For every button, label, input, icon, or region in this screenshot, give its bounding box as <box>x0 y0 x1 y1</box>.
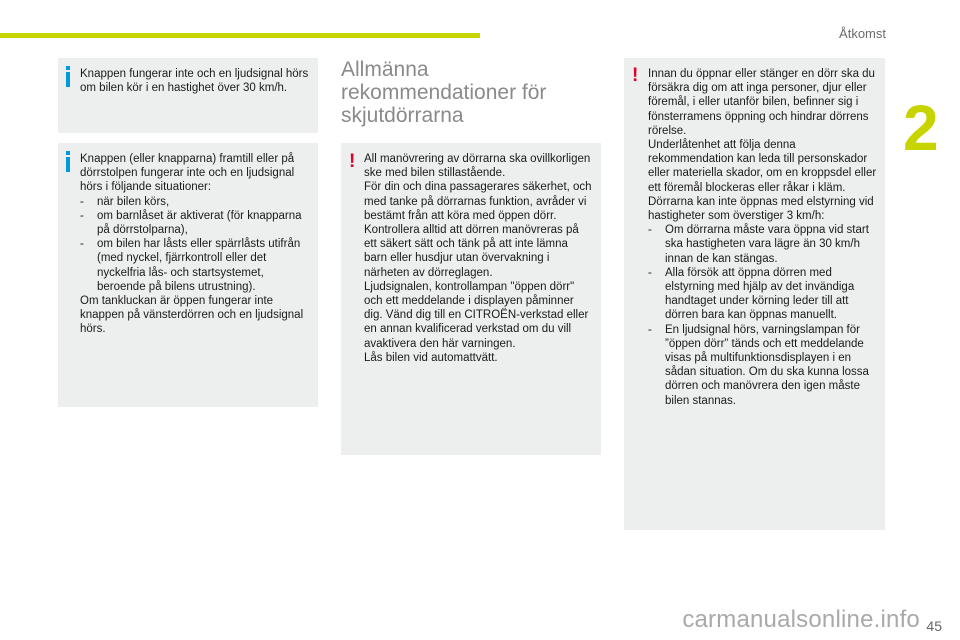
warning-paragraph: Kontrollera alltid att dörren manövreras på ett säkert sätt och tänk på att inte lämna barn eller husdjur utan övervakning i närheten av dörreglagen. <box>364 224 579 279</box>
info-text: Knappen fungerar inte och en ljudsignal hörs om bilen kör i en hastighet över 30 km/h. <box>80 68 309 95</box>
section-title: Åtkomst <box>839 26 886 41</box>
info-icon <box>66 72 70 87</box>
warning-box-general <box>341 143 601 455</box>
warning-paragraph: Ljudsignalen, kontrollampan "öppen dörr" och ett meddelande i displayen påminner dig. Vänd dig till en CITROËN-verkstad eller en annan kvalificerad verkstad om du vill avaktivera den här varningen. <box>364 280 589 350</box>
warning-box-opening <box>624 58 885 530</box>
info-list <box>80 195 310 294</box>
warning-paragraph: Lås bilen vid automattvätt. <box>364 351 498 364</box>
info-intro: Knappen (eller knapparna) framtill eller på dörrstolpen fungerar inte och en ljudsignal hörs i följande situationer: <box>80 153 295 194</box>
watermark: carmanualsonline.info <box>682 606 920 633</box>
warning-paragraph: All manövrering av dörrarna ska ovillkorligen ske med bilen stillastående. <box>364 153 591 180</box>
header-accent-bar <box>0 33 480 38</box>
warning-paragraph: Dörrarna kan inte öppnas med elstyrning vid hastigheter som överstiger 3 km/h: <box>648 195 874 223</box>
info-box-speed <box>58 58 318 133</box>
warning-icon: ! <box>349 151 356 172</box>
list-item: - En ljudsignal hörs, varningslampan för ”öppen dörr” tänds och ett meddelande visas på multifunktionsdisplayen i en sådan situation. Om du ska kunna lossa dörren och manövrera den igen måste bilen stannas. <box>648 323 877 408</box>
info-icon <box>66 157 70 172</box>
list-item: - Alla försök att öppna dörren med elstyrning med hjälp av det invändiga handtaget under körning leder till att dörren bara kan öppnas manuellt. <box>648 266 877 323</box>
info-outro: Om tankluckan är öppen fungerar inte knappen på vänsterdörren och en ljudsignal hörs. <box>80 295 304 336</box>
list-item: - om bilen har låsts eller spärrlåsts utifrån (med nyckel, fjärrkontroll eller det nyckelfria lås- och startsystemet, beroende på bilens utrustning). <box>80 237 310 294</box>
chapter-number: 2 <box>903 92 939 164</box>
list-item: - om barnlåset är aktiverat (för knapparna på dörrstolparna), <box>80 209 310 237</box>
warning-list <box>648 223 877 408</box>
warning-paragraph: Underlåtenhet att följa denna rekommendation kan leda till personskador eller materiella skador, om en kroppsdel eller ett föremål blockeras eller råkar i kläm. <box>648 139 877 194</box>
list-item: - Om dörrarna måste vara öppna vid start ska hastigheten vara lägre än 30 km/h innan de kan stängas. <box>648 223 877 266</box>
warning-icon: ! <box>632 65 639 86</box>
warning-paragraph: Innan du öppnar eller stänger en dörr ska du försäkra dig om att inga personer, djur eller föremål, i eller utanför bilen, befinner sig i fönsterramens öppning och hindrar dörrens rörelse. <box>648 68 875 137</box>
section-heading: Allmänna rekommendationer för skjutdörrarna <box>341 58 547 127</box>
page-number: 45 <box>926 618 942 634</box>
info-box-conditions <box>58 143 318 407</box>
warning-paragraph: För din och dina passagerares säkerhet, och med tanke på dörrarnas funktion, avråder vi bestämt från att köra med öppen dörr. <box>364 181 592 222</box>
list-item: - när bilen körs, <box>80 195 310 209</box>
